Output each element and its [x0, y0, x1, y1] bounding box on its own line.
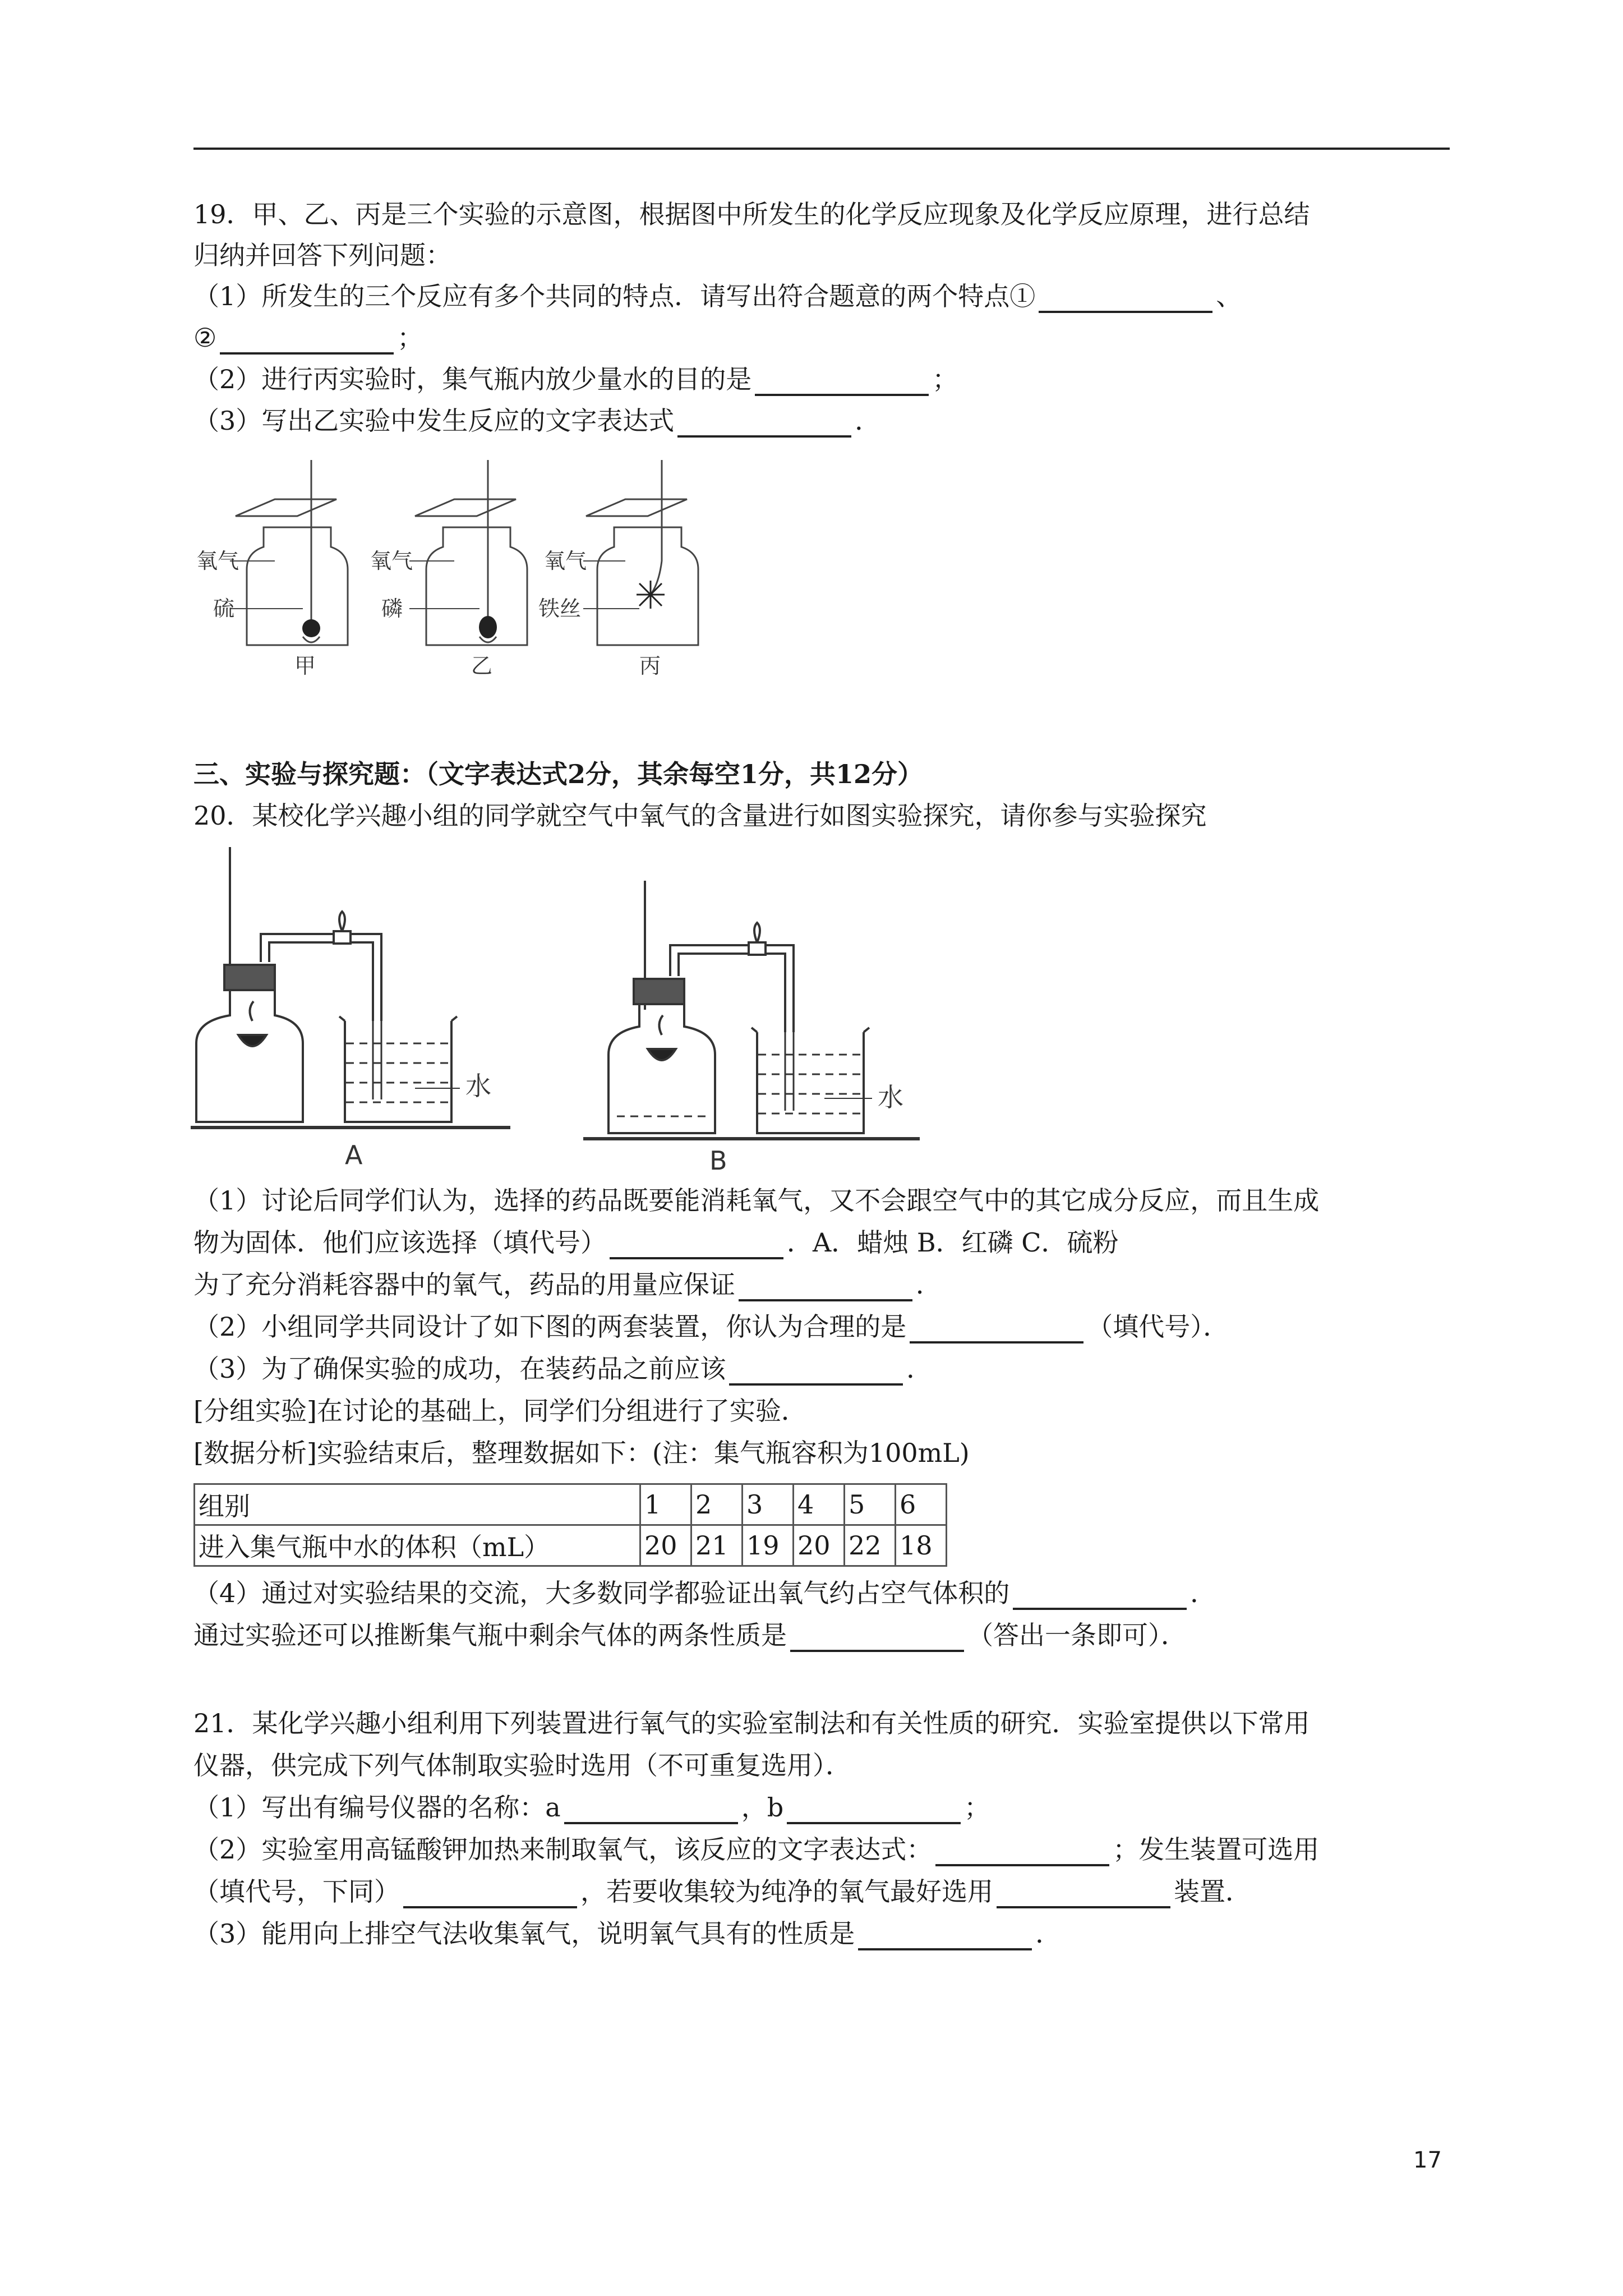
jia-caption: 甲: [294, 654, 316, 678]
label-b: B: [709, 1145, 727, 1172]
yi-caption: 乙: [471, 654, 493, 678]
table-cell: 5: [845, 1484, 896, 1525]
q20-part1-line3: 为了充分消耗容器中的氧气，药品的用量应保证 ．: [193, 1268, 942, 1301]
table-cell: 20: [640, 1525, 691, 1566]
table-cell: 19: [743, 1525, 794, 1566]
q20-data-table: [193, 1483, 947, 1567]
q21-part1: （1）写出有编号仪器的名称：a ，b ；: [193, 1791, 990, 1824]
q20-part4-cont: 通过实验还可以推断集气瓶中剩余气体的两条性质是 （答出一条即可）．: [193, 1618, 1187, 1652]
q20-part1-line2: 物为固体．他们应该选择（填代号） ．A．蜡烛 B．红磷 C．硫粉: [193, 1226, 1118, 1259]
q20-intro: 20．某校化学兴趣小组的同学就空气中氧气的含量进行如图实验探究，请你参与实验探究: [193, 800, 1207, 831]
table-cell: 22: [845, 1525, 896, 1566]
q19-part1-cont: ② ；: [193, 321, 423, 355]
table-cell: 6: [896, 1484, 947, 1525]
jia-gas-label: 氧气: [196, 549, 239, 573]
answer-blank[interactable]: [997, 1880, 1170, 1908]
jar-bing: [586, 460, 698, 645]
answer-blank[interactable]: [564, 1796, 738, 1824]
water-label-b: 水: [878, 1082, 903, 1112]
iron-spark: [637, 581, 665, 609]
q20-part4: （4）通过对实验结果的交流，大多数同学都验证出氧气约占空气体积的 ．: [193, 1576, 1216, 1610]
answer-blank[interactable]: [755, 368, 929, 396]
q19-part1: （1）所发生的三个反应有多个共同的特点．请写出符合题意的两个特点① 、: [193, 279, 1242, 313]
apparatus-b: [583, 881, 920, 1139]
q19-combustion-figure: [191, 449, 757, 684]
q21-intro-line2: 仪器，供完成下列气体制取实验时选用（不可重复选用）．: [193, 1750, 851, 1780]
table-cell: 21: [691, 1525, 743, 1566]
yi-substance-label: 磷: [381, 596, 403, 621]
q20-apparatus-figure: [191, 841, 953, 1172]
answer-blank[interactable]: [610, 1231, 783, 1259]
header-rule: [193, 148, 1450, 150]
q19-part2: （2）进行丙实验时，集气瓶内放少量水的目的是 ；: [193, 362, 958, 396]
table-row: [195, 1484, 947, 1525]
q21-part2-cont: （填代号，下同） ，若要收集较为纯净的氧气最好选用 装置．: [193, 1875, 1251, 1908]
apparatus-a: [191, 847, 510, 1128]
answer-blank[interactable]: [787, 1796, 961, 1824]
jia-substance-label: 硫: [213, 596, 235, 621]
answer-blank[interactable]: [910, 1315, 1083, 1343]
q21-part2: （2）实验室用高锰酸钾加热来制取氧气，该反应的文字表达式： ；发生装置可选用: [193, 1833, 1319, 1866]
answer-blank[interactable]: [403, 1880, 577, 1908]
table-cell: 3: [743, 1484, 794, 1525]
bing-substance-label: 铁丝: [538, 596, 582, 621]
section-3-heading: 三、实验与探究题：（文字表达式2分，其余每空1分，共12分）: [193, 759, 924, 789]
yi-gas-label: 氧气: [370, 549, 413, 573]
water-label-a: 水: [465, 1071, 491, 1101]
table-header-volume: 进入集气瓶中水的体积（mL）: [195, 1525, 640, 1566]
answer-blank[interactable]: [739, 1273, 912, 1301]
answer-blank[interactable]: [220, 326, 394, 355]
page-number: 17: [1413, 2147, 1442, 2173]
q19-intro-line2: 归纳并回答下列问题：: [193, 240, 451, 270]
answer-blank[interactable]: [729, 1358, 903, 1386]
answer-blank[interactable]: [858, 1922, 1032, 1950]
label-a: A: [345, 1140, 363, 1170]
q20-data-analysis: [数据分析]实验结束后，整理数据如下：(注：集气瓶容积为100mL): [193, 1438, 970, 1468]
q19-intro-line1: 19．甲、乙、丙是三个实验的示意图，根据图中所发生的化学反应现象及化学反应原理，进行总结: [193, 199, 1310, 229]
table-cell: 2: [691, 1484, 743, 1525]
table-row: [195, 1525, 947, 1566]
table-header-group: 组别: [195, 1484, 640, 1525]
answer-blank[interactable]: [1013, 1582, 1187, 1610]
table-cell: 20: [794, 1525, 845, 1566]
answer-blank[interactable]: [790, 1624, 964, 1652]
q20-group-experiment: [分组实验]在讨论的基础上，同学们分组进行了实验．: [193, 1396, 807, 1426]
q21-intro-line1: 21．某化学兴趣小组利用下列装置进行氧气的实验室制法和有关性质的研究．实验室提供以下常用: [193, 1708, 1310, 1738]
table-cell: 4: [794, 1484, 845, 1525]
bing-caption: 丙: [639, 654, 661, 678]
jar-jia: [236, 460, 348, 645]
q20-part2: （2）小组同学共同设计了如下图的两套装置，你认为合理的是 （填代号）．: [193, 1310, 1229, 1343]
answer-blank[interactable]: [1039, 285, 1212, 313]
q20-part3: （3）为了确保实验的成功，在装药品之前应该 ．: [193, 1352, 932, 1386]
bing-gas-label: 氧气: [544, 549, 587, 573]
q19-part3: （3）写出乙实验中发生反应的文字表达式 ．: [193, 404, 880, 438]
table-cell: 18: [896, 1525, 947, 1566]
table-cell: 1: [640, 1484, 691, 1525]
q21-part3: （3）能用向上排空气法收集氧气，说明氧气具有的性质是 ．: [193, 1917, 1061, 1950]
jar-yi: [415, 460, 527, 645]
answer-blank[interactable]: [935, 1838, 1109, 1866]
answer-blank[interactable]: [677, 409, 851, 438]
q20-part1-line1: （1）讨论后同学们认为，选择的药品既要能消耗氧气，又不会跟空气中的其它成分反应，而且生成: [193, 1185, 1320, 1216]
